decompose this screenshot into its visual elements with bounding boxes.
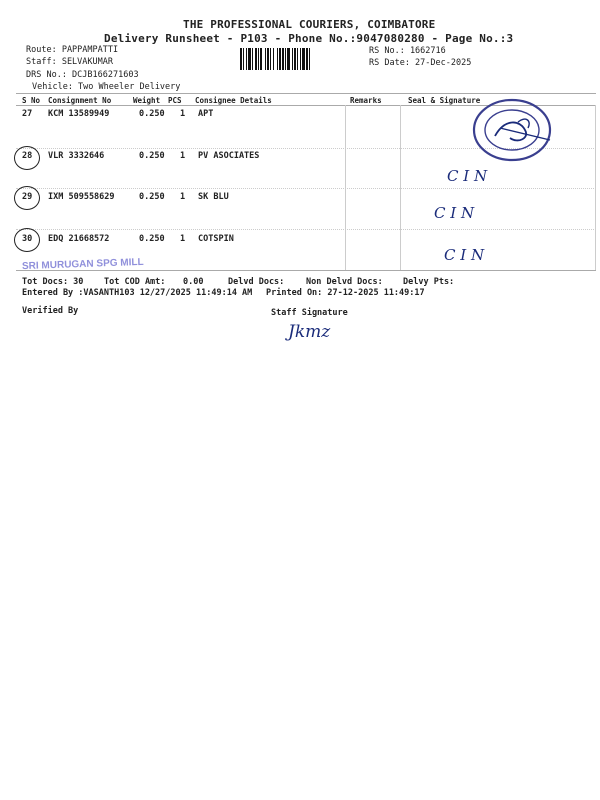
col-header-remarks: Remarks: [350, 96, 382, 105]
table-row-consignee: APT: [198, 109, 214, 119]
staff-label: Staff: SELVAKUMAR: [26, 57, 113, 67]
handwritten-mark: C I N: [447, 167, 488, 185]
non-delvd-docs: Non Delvd Docs:: [306, 277, 383, 287]
table-row-consignment: EDQ 21668572: [48, 234, 110, 244]
table-row-weight: 0.250: [139, 192, 165, 202]
col-header-weight: Weight: [133, 96, 161, 105]
table-row-sno: 28: [22, 151, 33, 161]
drs-label: DRS No.: DCJB166271603: [26, 70, 139, 80]
table-row-pcs: 1: [180, 234, 186, 244]
handwritten-mark: C I N: [444, 246, 485, 264]
table-row-weight: 0.250: [139, 151, 165, 161]
table-row-weight: 0.250: [139, 234, 165, 244]
tot-cod-label: Tot COD Amt:: [104, 277, 166, 287]
tot-cod-value: 0.00: [183, 277, 204, 287]
company-title: THE PROFESSIONAL COURIERS, COIMBATORE: [183, 18, 436, 31]
rs-no: RS No.: 1662716: [369, 46, 446, 56]
route-label: Route: PAPPAMPATTI: [26, 45, 119, 55]
col-header-pcs: PCS: [168, 96, 182, 105]
table-row-consignment: KCM 13589949: [48, 109, 110, 119]
table-row-consignee: COTSPIN: [198, 234, 234, 244]
table-row-consignment: VLR 3332646: [48, 151, 105, 161]
staff-signature-label: Staff Signature: [271, 308, 348, 318]
verified-by: Verified By: [22, 306, 79, 316]
table-row-consignee: PV ASOCIATES: [198, 151, 260, 161]
table-row-consignment: IXM 509558629: [48, 192, 115, 202]
runsheet-subtitle: Delivery Runsheet - P103 - Phone No.:9047080280 - Page No.:3: [104, 32, 514, 45]
tot-docs: Tot Docs: 30: [22, 277, 84, 287]
printed-on: Printed On: 27-12-2025 11:49:17: [266, 288, 425, 298]
rs-date: RS Date: 27-Dec-2025: [369, 58, 472, 68]
vehicle-label: Vehicle: Two Wheeler Delivery: [32, 82, 181, 92]
staff-signature: Jkmz: [288, 322, 331, 342]
table-row-pcs: 1: [180, 109, 186, 119]
table-row-sno: 27: [22, 109, 33, 119]
table-row-pcs: 1: [180, 151, 186, 161]
col-header-seal: Seal & Signature: [408, 96, 481, 105]
table-row-pcs: 1: [180, 192, 186, 202]
table-row-sno: 30: [22, 234, 33, 244]
round-seal-stamp: [470, 98, 556, 164]
delvd-docs: Delvd Docs:: [228, 277, 285, 287]
company-stamp: SRI MURUGAN SPG MILL: [21, 256, 144, 273]
barcode: [240, 48, 365, 70]
col-header-consignment: Consignment No: [48, 96, 112, 105]
col-header-sno: S No: [22, 96, 41, 105]
delvy-pts: Delvy Pts:: [403, 277, 455, 287]
entered-by: Entered By :VASANTH103 12/27/2025 11:49:14 AM: [22, 288, 253, 298]
table-row-sno: 29: [22, 192, 33, 202]
table-row-consignee: SK BLU: [198, 192, 229, 202]
table-row-weight: 0.250: [139, 109, 165, 119]
col-header-consignee: Consignee Details: [195, 96, 272, 105]
handwritten-mark: C I N: [434, 204, 475, 222]
